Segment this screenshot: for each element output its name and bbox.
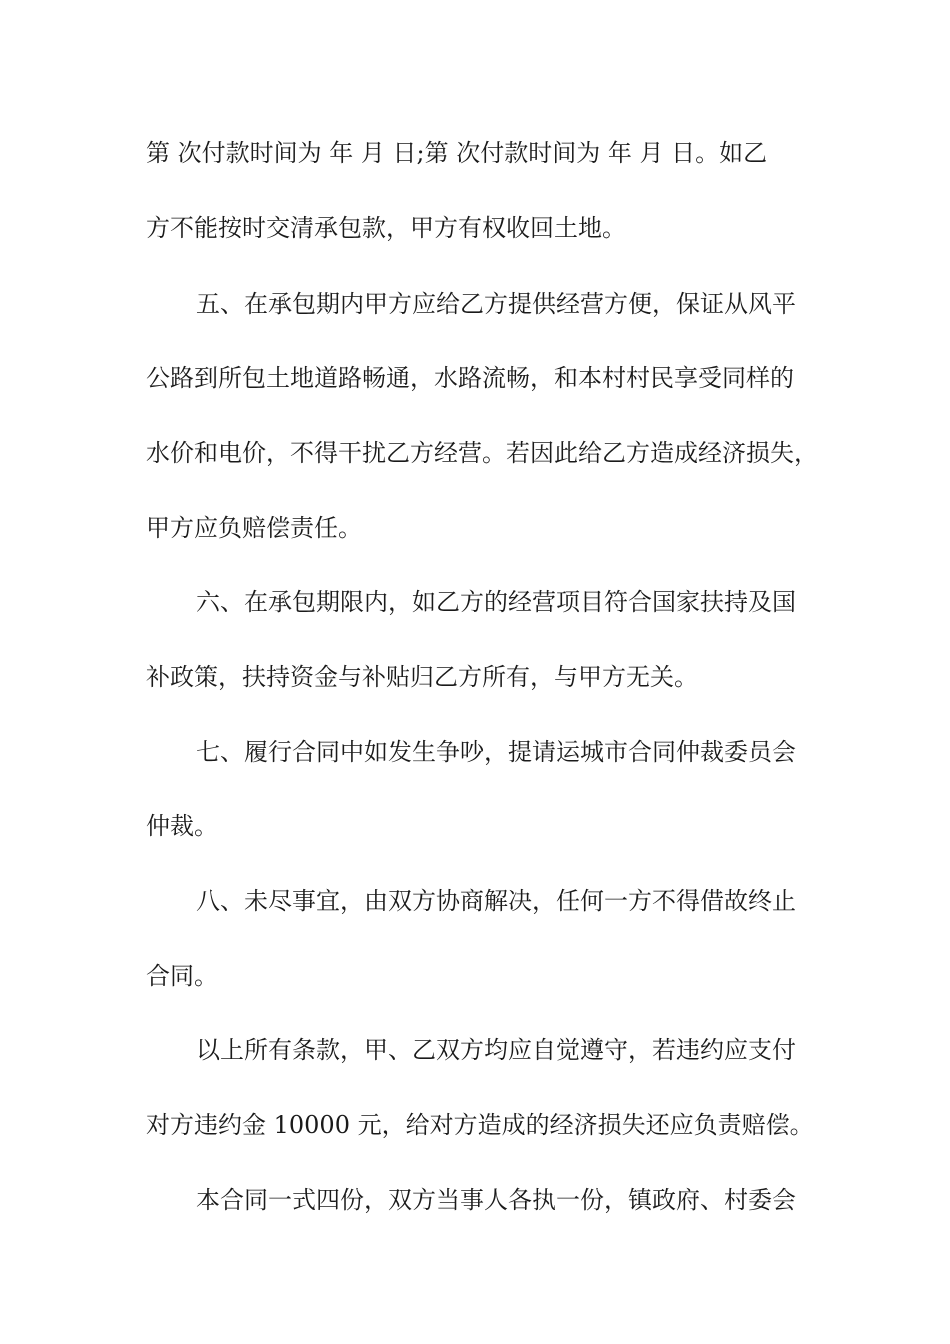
- clause-7-line: 七、履行合同中如发生争吵，提请运城市合同仲裁委员会: [196, 738, 796, 766]
- text-line: 甲方应负赔偿责任。: [146, 514, 362, 542]
- summary-paragraph-line: 以上所有条款，甲、乙双方均应自觉遵守，若违约应支付: [196, 1036, 796, 1064]
- text-line: 对方违约金 10000 元，给对方造成的经济损失还应负责赔偿。: [146, 1111, 814, 1139]
- text-line: 补政策，扶持资金与补贴归乙方所有，与甲方无关。: [146, 663, 698, 691]
- text-line: 公路到所包土地道路畅通，水路流畅，和本村村民享受同样的: [146, 364, 794, 392]
- text-line: 合同。: [146, 962, 218, 990]
- clause-6-line: 六、在承包期限内，如乙方的经营项目符合国家扶持及国: [196, 588, 796, 616]
- clause-8-line: 八、未尽事宜，由双方协商解决，任何一方不得借故终止: [196, 887, 796, 915]
- text-line: 仲裁。: [146, 812, 218, 840]
- text-line: 方不能按时交清承包款，甲方有权收回土地。: [146, 214, 626, 242]
- clause-5-line: 五、在承包期内甲方应给乙方提供经营方便，保证从风平: [196, 290, 796, 318]
- text-line: 第 次付款时间为 年 月 日;第 次付款时间为 年 月 日。如乙: [146, 139, 768, 167]
- copies-paragraph-line: 本合同一式四份，双方当事人各执一份，镇政府、村委会: [196, 1186, 796, 1214]
- text-line: 水价和电价，不得干扰乙方经营。若因此给乙方造成经济损失，: [146, 439, 818, 467]
